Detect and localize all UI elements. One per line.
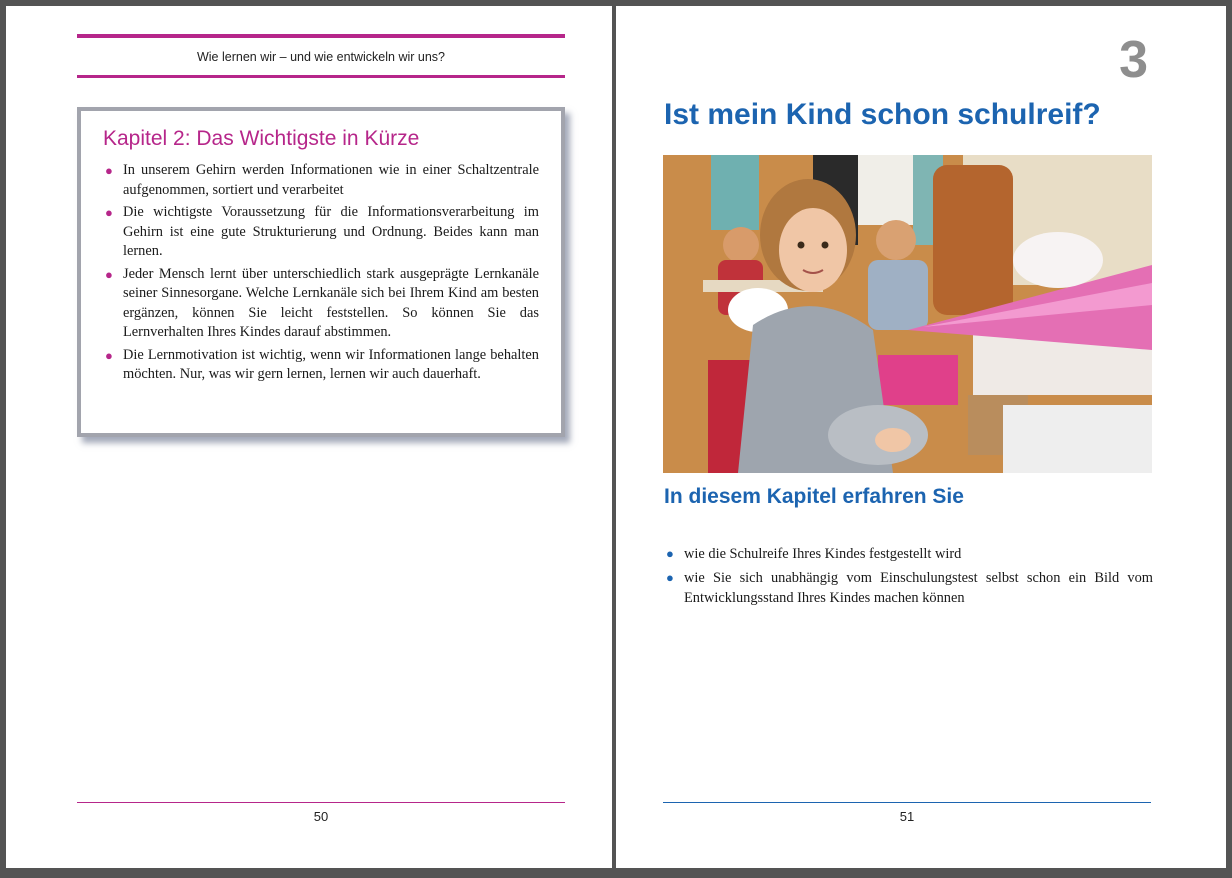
footer-rule bbox=[77, 802, 565, 803]
summary-item-text: Die Lernmotivation ist wichtig, wenn wir Informationen lange behalten möchten. Nur, was wir gern lernen, lernen wir auch dauerhaft. bbox=[123, 346, 539, 382]
summary-list bbox=[103, 161, 539, 385]
page-number: 50 bbox=[313, 809, 329, 824]
chapter-title: Ist mein Kind schon schulreif? bbox=[664, 98, 1101, 131]
bullet-icon: ● bbox=[105, 266, 113, 282]
summary-item-text: Jeder Mensch lernt über unterschiedlich stark ausgeprägte Lernkanäle seiner Sinnesorgane. Welche Lernkanäle sich bei Ihrem Kind am besten ergänzen, können Sie leicht feststellen. So können Sie das Lernverhalten Ihres Kindes darauf abstimmen. bbox=[123, 265, 539, 340]
left-page bbox=[6, 6, 612, 868]
summary-item bbox=[103, 203, 539, 262]
chapter-preview-item-text: wie die Schulreife Ihres Kindes festgestellt wird bbox=[684, 546, 962, 562]
chapter-preview-list bbox=[664, 544, 1153, 612]
chapter-number: 3 bbox=[1119, 31, 1148, 89]
bullet-icon: ● bbox=[666, 569, 674, 585]
summary-title: Kapitel 2: Das Wichtigste in Kürze bbox=[103, 127, 420, 150]
summary-item bbox=[103, 161, 539, 200]
classroom-photo bbox=[663, 155, 1152, 473]
bullet-icon: ● bbox=[105, 347, 113, 363]
section-heading: In diesem Kapitel erfahren Sie bbox=[664, 485, 964, 508]
page-number: 51 bbox=[899, 809, 915, 824]
bullet-icon: ● bbox=[105, 205, 113, 220]
chapter-preview-item bbox=[664, 568, 1153, 609]
running-head: Wie lernen wir – und wie entwickeln wir uns? bbox=[77, 34, 565, 78]
chapter-summary-box bbox=[77, 107, 565, 437]
right-page bbox=[616, 6, 1226, 868]
bullet-icon: ● bbox=[105, 163, 113, 178]
classroom-photo-illustration bbox=[663, 155, 1152, 473]
chapter-preview-item bbox=[664, 544, 1153, 565]
summary-item bbox=[103, 346, 539, 385]
footer-rule bbox=[663, 802, 1151, 803]
chapter-preview-item-text: wie Sie sich unabhängig vom Einschulungstest selbst schon ein Bild vom Entwicklungsstand Ihres Kindes machen können bbox=[684, 569, 1153, 606]
summary-item bbox=[103, 265, 539, 343]
summary-item-text: In unserem Gehirn werden Informationen wie in einer Schaltzentrale aufgenommen, sortiert und verarbeitet bbox=[123, 162, 539, 198]
bullet-icon: ● bbox=[666, 546, 674, 561]
summary-item-text: Die wichtigste Voraussetzung für die Informationsverarbeitung im Gehirn ist eine gute Strukturierung und Ordnung. Beides kann man lernen. bbox=[123, 204, 539, 259]
